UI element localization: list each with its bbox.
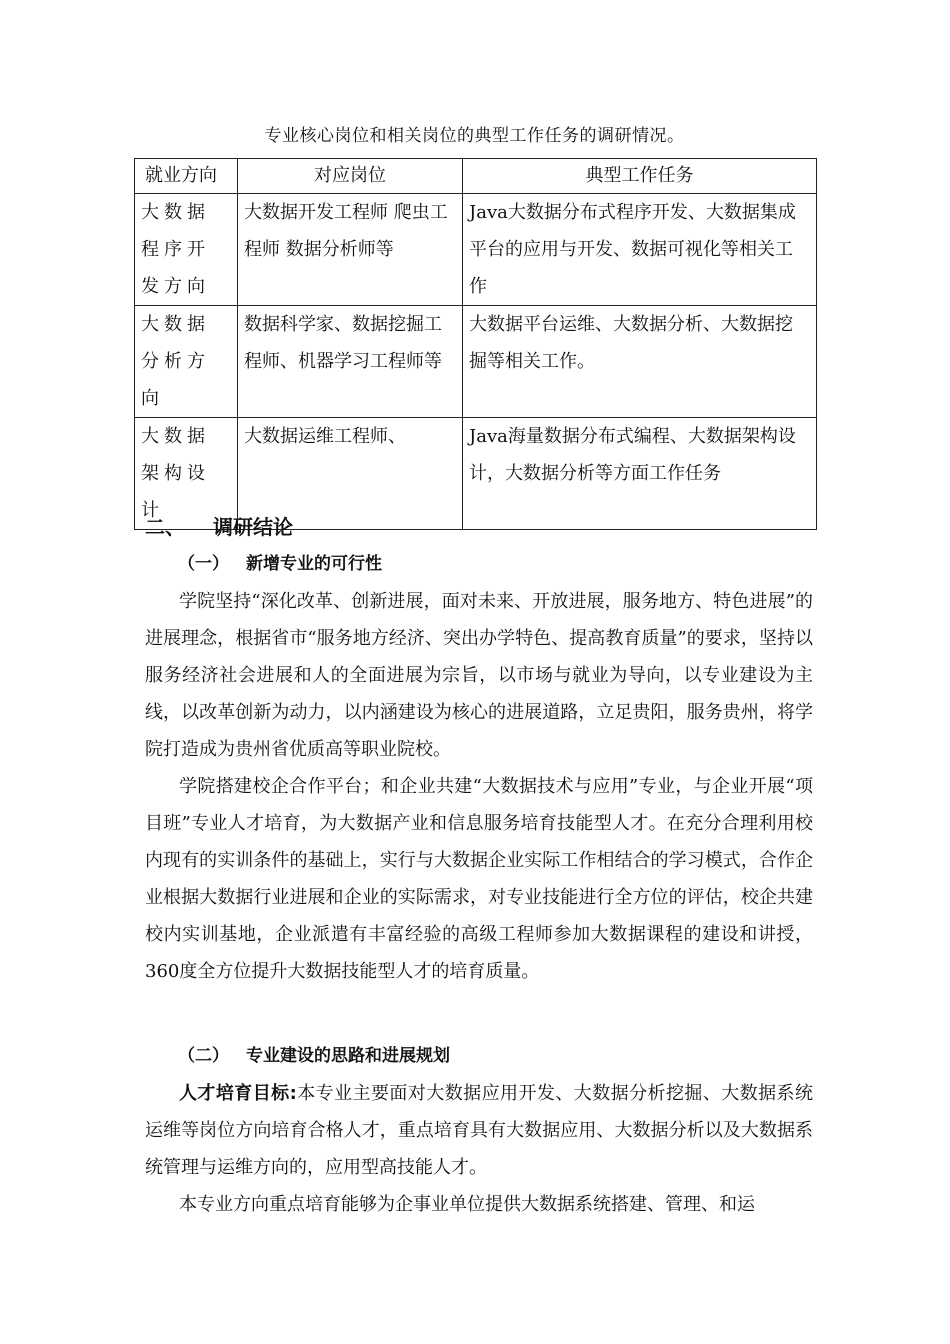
section-number: 二、 — [145, 515, 185, 539]
header-direction: 就业方向 — [135, 159, 238, 194]
paragraph-training-goal — [145, 1075, 813, 1186]
job-survey-table — [134, 158, 817, 530]
subsection-number: （一） — [178, 554, 229, 574]
cell-tasks: 大数据平台运维、大数据分析、大数据挖掘等相关工作。 — [463, 306, 817, 418]
header-positions: 对应岗位 — [238, 159, 463, 194]
cell-tasks: Java大数据分布式程序开发、大数据集成平台的应用与开发、数据可视化等相关工作 — [463, 194, 817, 306]
subsection-number: （二） — [178, 1046, 229, 1066]
subsection-heading-feasibility — [178, 551, 382, 577]
training-goal-text: 本专业主要面对大数据应用开发、大数据分析挖掘、大数据系统运维等岗位方向培育合格人才，重点培育具有大数据应用、大数据分析以及大数据系统管理与运维方向的，应用型高技能人才。 — [145, 1083, 813, 1178]
training-goal-label: 人才培育目标: — [179, 1083, 297, 1104]
paragraph-cooperation: 学院搭建校企合作平台；和企业共建“大数据技术与应用”专业，与企业开展“项目班”专业人才培育，为大数据产业和信息服务培育技能型人才。在充分合理利用校内现有的实训条件的基础上，实行与大数据企业实际工作相结合的学习模式，合作企业根据大数据行业进展和企业的实际需求，对专业技能进行全方位的评估，校企共建校内实训基地，企业派遣有丰富经验的高级工程师参加大数据课程的建设和讲授，360度全方位提升大数据技能型人才的培育质量。 — [145, 776, 813, 982]
section-heading-conclusion — [145, 512, 293, 542]
cell-direction: 大数据架构设计 — [135, 418, 238, 530]
paragraph-philosophy: 学院坚持“深化改革、创新进展，面对未来、开放进展，服务地方、特色进展”的进展理念，根据省市“服务地方经济、突出办学特色、提高教育质量”的要求，坚持以服务经济社会进展和人的全面进展为宗旨，以市场与就业为导向，以专业建设为主线，以改革创新为动力，以内涵建设为核心的进展道路，立足贵阳，服务贵州，将学院打造成为贵州省优质高等职业院校。 — [145, 591, 813, 760]
cell-positions: 数据科学家、数据挖掘工程师、机器学习工程师等 — [238, 306, 463, 418]
subsection-title: 专业建设的思路和进展规划 — [246, 1046, 450, 1066]
table-row — [135, 306, 817, 418]
header-tasks: 典型工作任务 — [463, 159, 817, 194]
table-row — [135, 194, 817, 306]
section-title: 调研结论 — [213, 515, 293, 539]
table-header-row — [135, 159, 817, 194]
cell-positions: 大数据开发工程师 爬虫工程师 数据分析师等 — [238, 194, 463, 306]
subsection-heading-plan — [178, 1043, 450, 1069]
subsection-title: 新增专业的可行性 — [246, 554, 382, 574]
table-caption: 专业核心岗位和相关岗位的典型工作任务的调研情况。 — [264, 126, 685, 146]
cell-direction: 大数据分析方向 — [135, 306, 238, 418]
cell-tasks: Java海量数据分布式编程、大数据架构设计，大数据分析等方面工作任务 — [463, 418, 817, 530]
cell-direction: 大数据程序开发方向 — [135, 194, 238, 306]
paragraph-focus: 本专业方向重点培育能够为企事业单位提供大数据系统搭建、管理、和运 — [179, 1194, 755, 1215]
cell-positions: 大数据运维工程师、 — [238, 418, 463, 530]
